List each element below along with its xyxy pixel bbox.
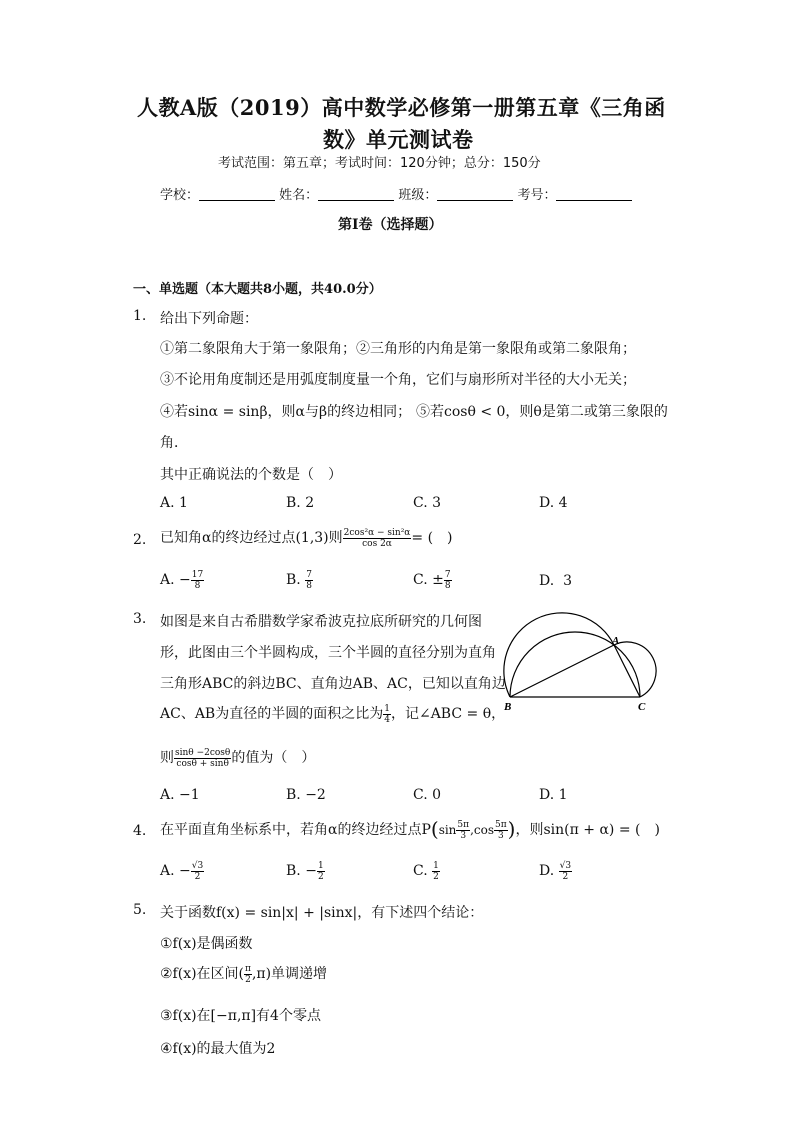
- doc-title-line2: 数》单元测试卷: [323, 127, 474, 152]
- volume-title: 第I卷（选择题）: [338, 217, 443, 233]
- q1-option-d[interactable]: D. 4: [539, 495, 568, 511]
- q4-option-c[interactable]: [413, 857, 440, 885]
- q1-number: 1.: [133, 308, 147, 324]
- q4-option-b-num: 1: [317, 860, 324, 871]
- q4-option-c-num: 1: [433, 860, 439, 871]
- q2-option-a-label: A.: [160, 572, 175, 588]
- q5-conclusion-3: ③f(x)在[−π,π]有4个零点: [160, 1008, 321, 1024]
- q2-option-d[interactable]: [539, 573, 572, 589]
- q4-cos: cos: [473, 823, 495, 837]
- q4-option-d[interactable]: [539, 857, 572, 885]
- q4-option-d-den: 2: [562, 871, 569, 882]
- q5-c2-frac: [244, 964, 252, 985]
- q2-option-d-text: 3: [563, 573, 573, 589]
- q3-line5-pre: 则: [160, 750, 174, 766]
- q3-number: 3.: [133, 611, 147, 627]
- q5-c2-den: 2: [245, 974, 251, 985]
- q3-line4: [160, 700, 505, 728]
- q4-option-c-label: C.: [413, 863, 428, 879]
- q3-ratio-num: 1: [384, 703, 390, 714]
- q3-expr-frac: [174, 748, 231, 769]
- q3-expr-den: cosθ + sinθ: [176, 758, 229, 769]
- field-school-label: 学校：: [160, 188, 200, 203]
- field-name-blank[interactable]: [318, 186, 394, 201]
- field-class-blank[interactable]: [437, 186, 513, 201]
- q2-number: 2.: [133, 532, 147, 548]
- q3-expr-num: sinθ −2cosθ: [175, 747, 231, 758]
- q2-stem-post: = ( ): [411, 530, 453, 546]
- segment-ac: [614, 645, 640, 697]
- label-b: B: [504, 701, 512, 713]
- field-class-label: 班级：: [398, 188, 438, 203]
- q4-sin-angle: [456, 820, 470, 841]
- label-a: A: [612, 635, 620, 647]
- q3-option-a[interactable]: A. −1: [160, 787, 200, 803]
- q3-hippocrates-figure: [497, 604, 667, 716]
- q4-option-a-frac: [191, 861, 204, 882]
- q2-option-a-frac: [191, 570, 204, 591]
- section-heading: 一、单选题（本大题共8小题，共40.0分）: [133, 282, 382, 297]
- q2-fraction-den: cos 2α: [362, 538, 392, 549]
- q2-option-b-frac: [305, 570, 313, 591]
- q4-cos-angle: [494, 820, 508, 841]
- field-name-label: 姓名：: [279, 188, 319, 203]
- q4-option-d-num: √3: [559, 860, 572, 871]
- q4-option-b-frac: [317, 861, 325, 882]
- q2-stem-pre: 已知角α的终边经过点(1,3)则: [160, 530, 343, 546]
- q4-option-d-frac: [559, 861, 572, 882]
- q2-stem: [160, 524, 453, 552]
- segment-ab: [510, 645, 614, 697]
- q4-option-a-sign: −: [179, 863, 191, 879]
- q1-proposition-line4: 角．: [160, 435, 188, 451]
- q2-option-c-frac: [444, 570, 452, 591]
- q3-line4-pre: AC、AB为直径的半圆的面积之比为: [160, 706, 384, 722]
- q3-ratio-den: 4: [384, 714, 390, 725]
- q4-option-a-label: A.: [160, 863, 175, 879]
- q1-proposition-line3a: ④若sinα = sinβ，则α与β的终边相同；: [160, 404, 412, 420]
- q4-option-a[interactable]: [160, 857, 204, 885]
- q3-line2: 形，此图由三个半圆构成，三个半圆的直径分别为直角: [160, 645, 496, 661]
- field-school-blank[interactable]: [199, 186, 275, 201]
- q2-option-b-den: 8: [306, 580, 312, 591]
- q3-line5-post: 的值为（ ）: [231, 750, 316, 766]
- q4-option-a-den: 2: [194, 871, 201, 882]
- q1-option-a[interactable]: A. 1: [160, 495, 188, 511]
- q2-option-c-label: C.: [413, 572, 428, 588]
- q5-stem: 关于函数f(x) = sin|x| + |sinx|，有下述四个结论：: [160, 905, 484, 921]
- q5-c2-pre: ②f(x)在区间(: [160, 966, 245, 982]
- q1-proposition-line2: ③不论用角度制还是用弧度制度量一个角，它们与扇形所对半径的大小无关；: [160, 372, 636, 388]
- q3-option-d[interactable]: D. 1: [539, 787, 568, 803]
- q2-option-d-label: D.: [539, 573, 555, 589]
- q1-option-b[interactable]: B. 2: [286, 495, 315, 511]
- q2-fraction: [343, 528, 412, 549]
- q3-line4-post: ，记∠ABC = θ，: [390, 706, 506, 722]
- q4-option-b-den: 2: [317, 871, 324, 882]
- q4-cos-angle-num: 5π: [495, 819, 507, 830]
- q4-option-c-den: 2: [433, 871, 439, 882]
- q2-option-c[interactable]: [413, 566, 452, 594]
- q2-option-c-sign: ±: [432, 572, 444, 588]
- q3-line3: 三角形ABC的斜边BC、直角边AB、AC，已知以直角边: [160, 676, 506, 692]
- q4-option-b-label: B.: [286, 863, 301, 879]
- exam-info: 考试范围：第五章；考试时间：120分钟；总分：150分: [218, 156, 541, 171]
- q4-paren-left: (: [430, 817, 439, 841]
- q2-option-b-num: 7: [306, 569, 312, 580]
- q4-option-b[interactable]: [286, 857, 325, 885]
- q2-option-a-num: 17: [191, 569, 204, 580]
- q1-stem: 给出下列命题：: [160, 311, 258, 327]
- q4-stem: 在平面直角坐标系中，若角α的终边经过点P(sin $\frac{5\pi}{3}$ ,cos $\frac{5\pi}{3}$ )，则sin(π + α) = ( ): [160, 817, 660, 841]
- q3-option-c[interactable]: C. 0: [413, 787, 442, 803]
- q1-proposition-line1: ①第二象限角大于第一象限角；②三角形的内角是第一象限角或第二象限角；: [160, 341, 636, 357]
- doc-title-line1: 人教A版（2019）高中数学必修第一册第五章《三角函: [137, 95, 666, 120]
- q3-line5: [160, 744, 315, 772]
- q4-option-d-label: D.: [539, 863, 555, 879]
- q4-sin-angle-den: 3: [460, 830, 467, 841]
- q4-sin-angle-num: 5π: [457, 819, 470, 830]
- q5-c2-num: π: [245, 963, 251, 974]
- q4-stem-pre: 在平面直角坐标系中，若角α的终边经过点P: [160, 822, 431, 838]
- q4-sin: sin: [438, 823, 457, 837]
- q4-option-b-sign: −: [305, 863, 317, 879]
- q2-option-c-num: 7: [444, 569, 451, 580]
- q5-number: 5.: [133, 902, 147, 918]
- q5-conclusion-4: ④f(x)的最大值为2: [160, 1041, 276, 1057]
- q4-option-a-num: √3: [191, 860, 204, 871]
- q2-option-a-sign: −: [179, 572, 191, 588]
- q5-conclusion-1: ①f(x)是偶函数: [160, 936, 253, 952]
- q5-conclusion-2: [160, 960, 327, 988]
- q3-line1: 如图是来自古希腊数学家希波克拉底所研究的几何图: [160, 614, 482, 630]
- q2-option-b-label: B.: [286, 572, 301, 588]
- q1-proposition-line3b: ⑤若cosθ < 0，则θ是第二或第三象限的: [416, 404, 668, 420]
- q2-option-c-den: 8: [444, 580, 451, 591]
- label-c: C: [638, 701, 646, 713]
- q2-fraction-num: 2cos²α − sin²α: [343, 527, 411, 538]
- q2-option-a-den: 8: [194, 580, 201, 591]
- q4-option-c-frac: [432, 861, 440, 882]
- q2-option-a[interactable]: [160, 566, 204, 594]
- q4-number: 4.: [133, 823, 147, 839]
- q1-question: 其中正确说法的个数是（ ）: [160, 467, 342, 483]
- semicircle-ab: [504, 613, 614, 697]
- q1-option-c[interactable]: C. 3: [413, 495, 442, 511]
- field-examno-label: 考号：: [517, 188, 557, 203]
- q3-ratio-frac: [383, 704, 391, 725]
- q4-paren-right: ): [507, 817, 516, 841]
- q2-option-b[interactable]: [286, 566, 313, 594]
- field-examno-blank[interactable]: [556, 186, 632, 201]
- q4-stem-post: ，则sin(π + α) = ( ): [515, 822, 660, 838]
- q4-cos-angle-den: 3: [497, 830, 504, 841]
- q3-option-b[interactable]: B. −2: [286, 787, 326, 803]
- q5-c2-post: ,π)单调递增: [251, 966, 328, 982]
- student-fields: [160, 184, 632, 203]
